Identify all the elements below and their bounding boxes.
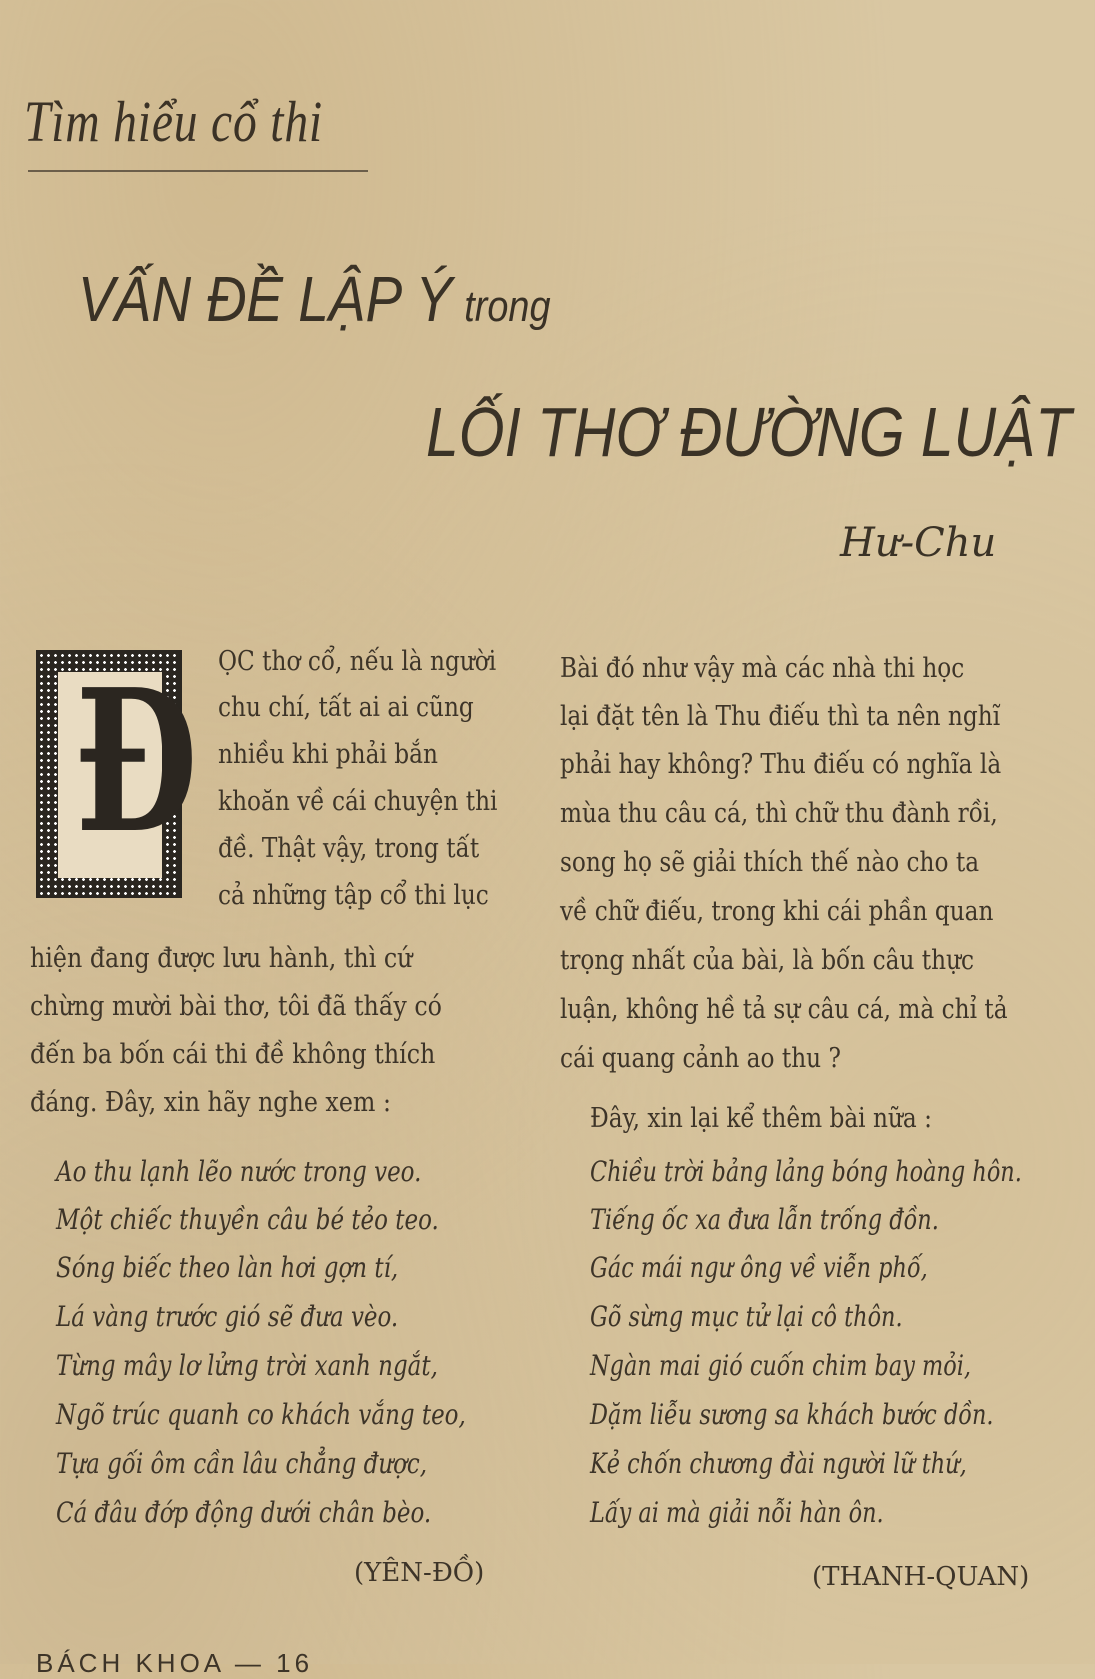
- dropcap-letter: Đ: [74, 647, 198, 877]
- text-line: đến ba bốn cái thi đề không thích: [30, 1039, 436, 1070]
- text-line: ỌC thơ cổ, nếu là người: [218, 646, 497, 677]
- dropcap-ornament: [36, 647, 198, 898]
- poem-line: Từng mây lơ lửng trời xanh ngắt,: [56, 1349, 438, 1382]
- series-title: Tìm hiểu cổ thi: [24, 89, 323, 154]
- poem-line: Gác mái ngư ông về viễn phố,: [590, 1251, 928, 1284]
- poem-line: Ao thu lạnh lẽo nước trong veo.: [56, 1155, 422, 1188]
- text-line: hiện đang được lưu hành, thì cứ: [30, 943, 413, 974]
- text-line: trọng nhất của bài, là bốn câu thực: [560, 945, 975, 976]
- poem-line: Chiều trời bảng lảng bóng hoàng hôn.: [590, 1155, 1022, 1188]
- article-title-small: trong: [464, 282, 551, 331]
- poem-line: Gõ sừng mục tử lại cô thôn.: [590, 1300, 903, 1333]
- text-line: luận, không hề tả sự câu cá, mà chỉ tả: [560, 994, 1008, 1025]
- article-title-main: VẤN ĐỀ LẬP Ý: [78, 263, 453, 335]
- text-line: chừng mười bài thơ, tôi đã thấy có: [30, 991, 442, 1022]
- poem-line: Lá vàng trước gió sẽ đưa vèo.: [56, 1300, 399, 1333]
- poem-line: Kẻ chốn chương đài người lữ thứ,: [590, 1447, 967, 1480]
- text-line: cái quang cảnh ao thu ?: [560, 1043, 841, 1074]
- series-title-rule: [28, 170, 368, 172]
- poem-line: Một chiếc thuyền câu bé tẻo teo.: [56, 1203, 439, 1236]
- dropcap-panel: [58, 647, 198, 878]
- poem-line: Ngàn mai gió cuốn chim bay mỏi,: [590, 1349, 972, 1382]
- poem-line: Lấy ai mà giải nỗi hàn ôn.: [590, 1496, 884, 1529]
- poem-attribution-left: (YÊN-ĐỒ): [354, 1558, 485, 1588]
- text-line: nhiều khi phải bắn: [218, 739, 438, 770]
- text-line: chu chí, tất ai ai cũng: [218, 692, 474, 723]
- text-line: đáng. Đây, xin hãy nghe xem :: [30, 1087, 391, 1118]
- poem-attribution-right: (THANH-QUAN): [812, 1562, 1030, 1592]
- text-line: về chữ điếu, trong khi cái phần quan: [560, 896, 994, 927]
- text-line: phải hay không? Thu điếu có nghĩa là: [560, 749, 1002, 780]
- text-line: Bài đó như vậy mà các nhà thi học: [560, 653, 965, 684]
- text-line: song họ sẽ giải thích thế nào cho ta: [560, 847, 980, 878]
- article-title-line2: LỐI THƠ ĐƯỜNG LUẬT: [426, 393, 1072, 471]
- poem-line: Tựa gối ôm cần lâu chẳng được,: [56, 1447, 428, 1480]
- text-line: lại đặt tên là Thu điếu thì ta nên nghĩ: [560, 701, 1001, 732]
- author-byline: Hư-Chu: [840, 520, 997, 566]
- poem-line: Tiếng ốc xa đưa lẫn trống đồn.: [590, 1203, 939, 1236]
- poem-line: Cá đâu đớp động dưới chân bèo.: [56, 1496, 432, 1529]
- poem-line: Ngõ trúc quanh co khách vắng teo,: [56, 1398, 466, 1431]
- text-line: đề. Thật vậy, trong tất: [218, 833, 480, 864]
- text-line: mùa thu câu cá, thì chữ thu đành rồi,: [560, 798, 998, 829]
- text-line: khoăn về cái chuyện thi: [218, 786, 498, 817]
- text-line: cả những tập cổ thi lục: [218, 880, 489, 911]
- poem-line: Sóng biếc theo làn hơi gợn tí,: [56, 1251, 399, 1284]
- text-line: Đây, xin lại kể thêm bài nữa :: [590, 1103, 932, 1134]
- poem-line: Dặm liễu sương sa khách bước dồn.: [590, 1398, 994, 1431]
- article-title-line1: [78, 262, 551, 336]
- page-footer: BÁCH KHOA — 16: [36, 1648, 314, 1678]
